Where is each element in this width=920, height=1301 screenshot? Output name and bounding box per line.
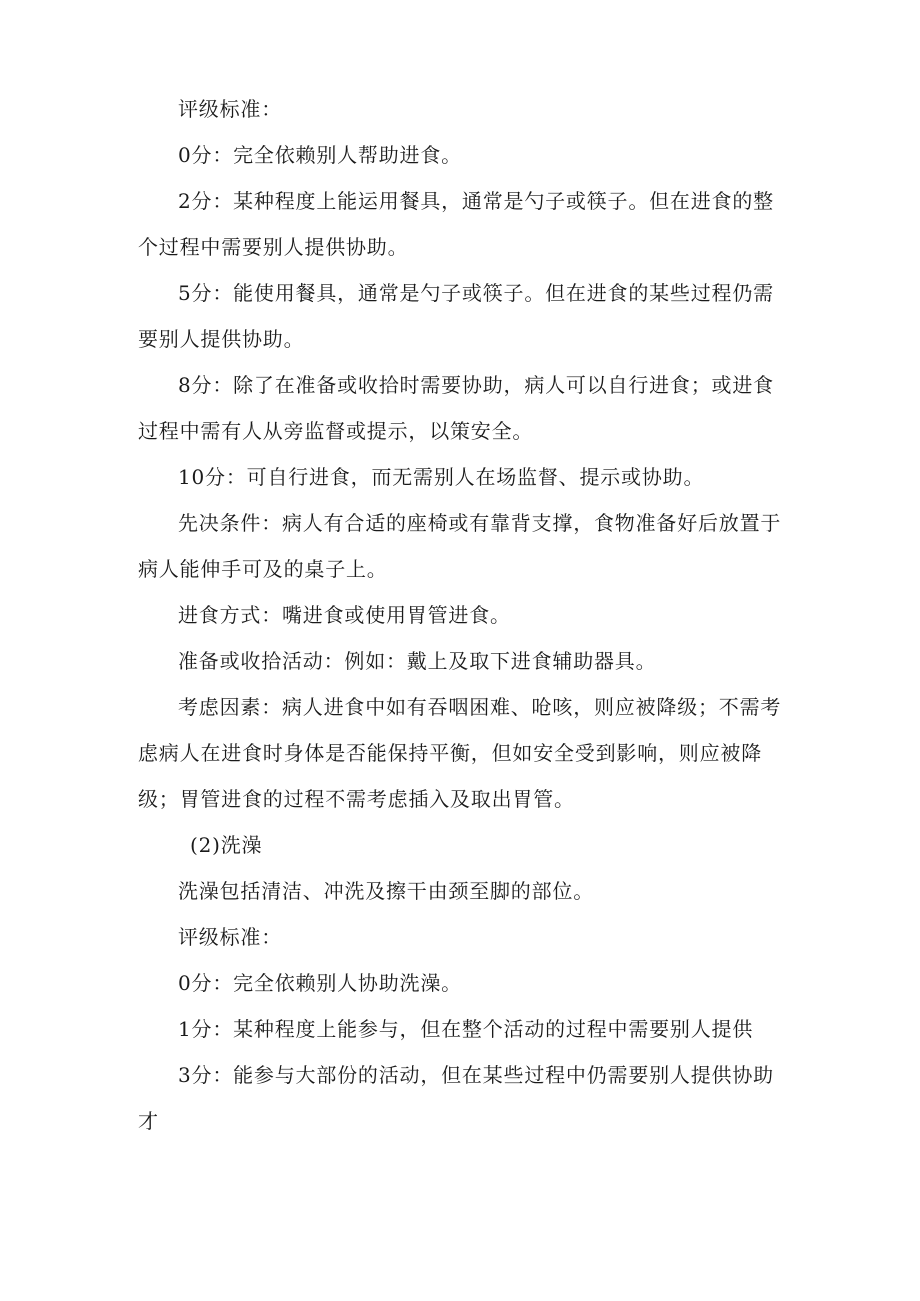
paragraph-score-8: 8分：除了在准备或收拾时需要协助，病人可以自行进食；或进食过程中需有人从旁监督或提示，以策安全。 [138, 373, 774, 443]
paragraph-preparation-activities: 准备或收拾活动：例如：戴上及取下进食辅助器具。 [178, 649, 657, 673]
paragraph-score-0: 0分：完全依赖别人帮助进食。 [178, 143, 462, 167]
document-body [138, 86, 786, 1144]
paragraph-considerations: 考虑因素：病人进食中如有吞咽困难、呛咳，则应被降级；不需考虑病人在进食时身体是否能保持平衡，但如安全受到影响，则应被降级；胃管进食的过程不需考虑插入及取出胃管。 [138, 695, 782, 811]
paragraph-prerequisites: 先决条件：病人有合适的座椅或有靠背支撑，食物准备好后放置于病人能伸手可及的桌子上。 [138, 511, 782, 581]
paragraph-score-5: 5分：能使用餐具，通常是勺子或筷子。但在进食的某些过程仍需要别人提供协助。 [138, 281, 774, 351]
paragraph-bathing-rating-criteria: 评级标准： [178, 925, 282, 949]
paragraph-bathing-score-1: 1分：某种程度上能参与，但在整个活动的过程中需要别人提供 [178, 1017, 754, 1041]
paragraph-bathing-score-0: 0分：完全依赖别人协助洗澡。 [178, 971, 462, 995]
paragraph-score-10: 10分：可自行进食，而无需别人在场监督、提示或协助。 [178, 465, 705, 489]
section-heading-bathing: (2)洗澡 [190, 833, 263, 857]
paragraph-score-2: 2分：某种程度上能运用餐具，通常是勺子或筷子。但在进食的整个过程中需要别人提供协助。 [138, 189, 774, 259]
paragraph-bathing-score-3: 3分：能参与大部份的活动，但在某些过程中仍需要别人提供协助才 [138, 1063, 774, 1133]
paragraph-bathing-definition: 洗澡包括清洁、冲洗及擦干由颈至脚的部位。 [178, 879, 594, 903]
paragraph-rating-criteria-heading: 评级标准： [178, 97, 282, 121]
paragraph-feeding-method: 进食方式：嘴进食或使用胃管进食。 [178, 603, 511, 627]
